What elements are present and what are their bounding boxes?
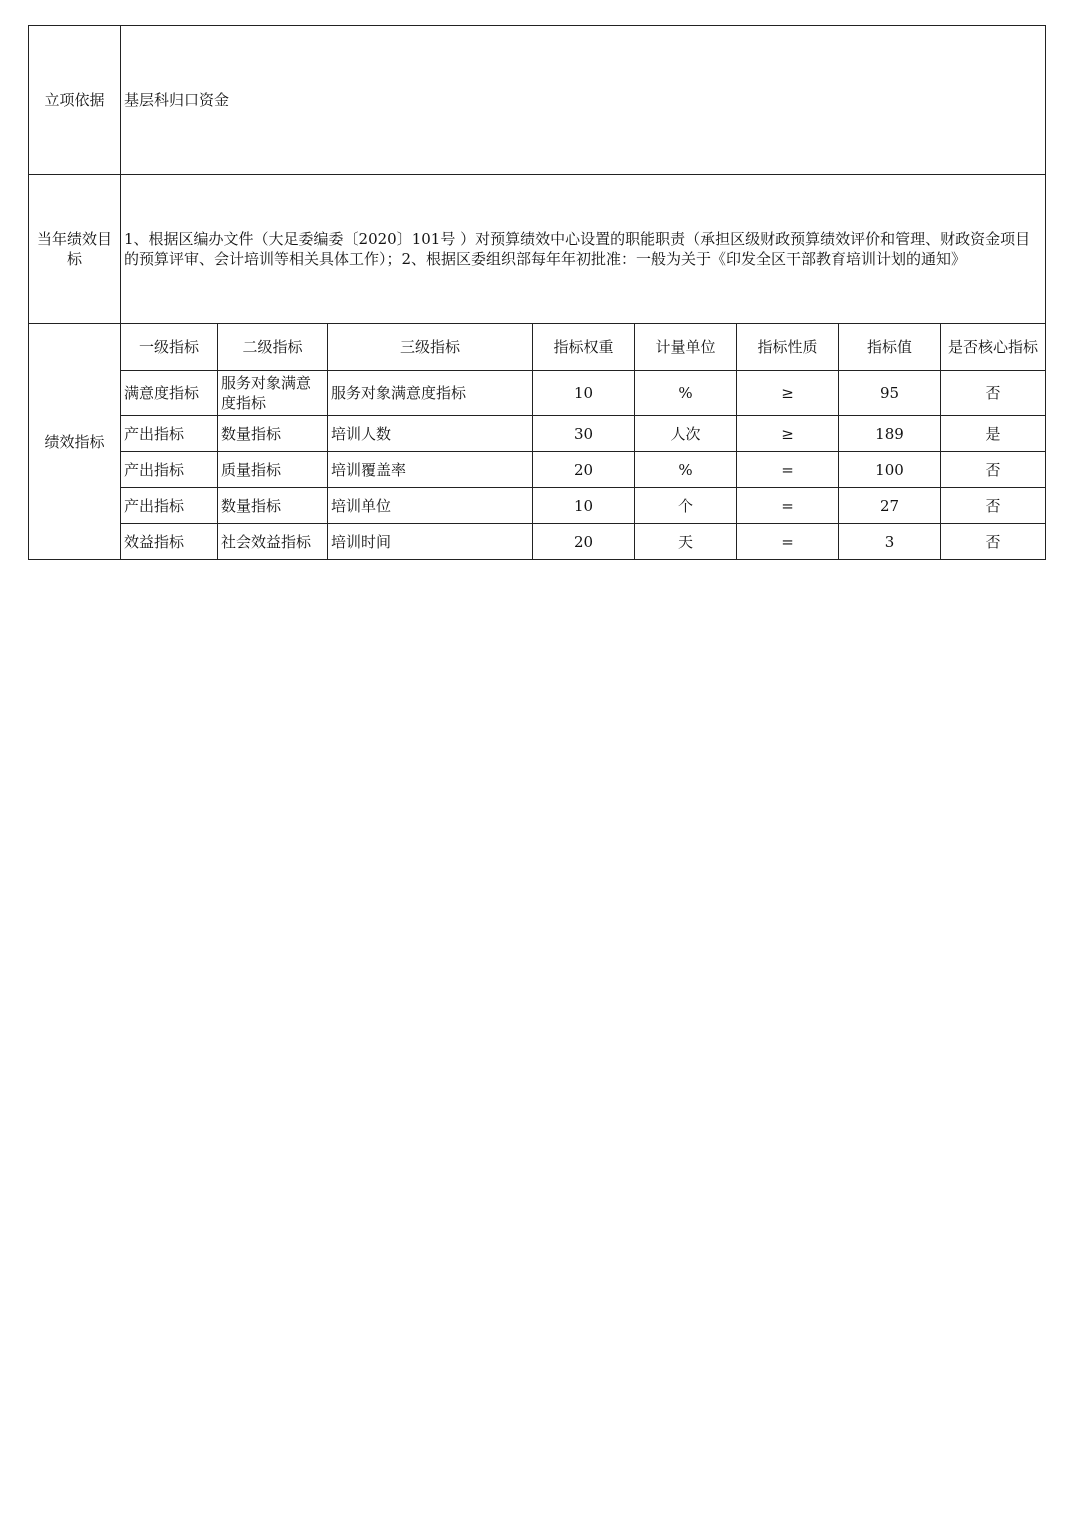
unit-cell: % (635, 371, 737, 416)
level1-cell: 产出指标 (121, 488, 218, 524)
header-cell: 二级指标 (218, 324, 328, 371)
header-cell: 指标性质 (737, 324, 839, 371)
level3-cell: 服务对象满意度指标 (328, 371, 533, 416)
nature-cell: = (737, 488, 839, 524)
value-cell: 3 (839, 524, 941, 560)
level3-cell: 培训覆盖率 (328, 452, 533, 488)
unit-cell: 人次 (635, 416, 737, 452)
value-cell: 27 (839, 488, 941, 524)
unit-cell: % (635, 452, 737, 488)
nature-cell: = (737, 524, 839, 560)
weight-cell: 30 (533, 416, 635, 452)
basis-value: 基层科归口资金 (121, 26, 1046, 175)
value-cell: 189 (839, 416, 941, 452)
performance-table (28, 25, 1046, 560)
level2-cell: 服务对象满意度指标 (218, 371, 328, 416)
header-cell: 是否核心指标 (941, 324, 1046, 371)
level2-cell: 数量指标 (218, 416, 328, 452)
weight-cell: 20 (533, 524, 635, 560)
basis-row (29, 26, 1046, 175)
value-cell: 100 (839, 452, 941, 488)
header-cell: 指标权重 (533, 324, 635, 371)
table-row (29, 416, 1046, 452)
table-row (29, 452, 1046, 488)
nature-cell: ≥ (737, 371, 839, 416)
table-row (29, 371, 1046, 416)
basis-label: 立项依据 (29, 26, 121, 175)
core-cell: 否 (941, 488, 1046, 524)
weight-cell: 10 (533, 488, 635, 524)
core-cell: 是 (941, 416, 1046, 452)
weight-cell: 20 (533, 452, 635, 488)
level1-cell: 满意度指标 (121, 371, 218, 416)
level2-cell: 社会效益指标 (218, 524, 328, 560)
header-cell: 指标值 (839, 324, 941, 371)
level1-cell: 产出指标 (121, 416, 218, 452)
level3-cell: 培训单位 (328, 488, 533, 524)
indicators-label: 绩效指标 (29, 324, 121, 560)
unit-cell: 天 (635, 524, 737, 560)
core-cell: 否 (941, 524, 1046, 560)
goal-value: 1、根据区编办文件（大足委编委〔2020〕101号 ）对预算绩效中心设置的职能职责（承担区级财政预算绩效评价和管理、财政资金项目的预算评审、会计培训等相关具体工作）；2、根据区委组织部每年年初批准：一般为关于《印发全区干部教育培训计划的通知》 (121, 175, 1046, 324)
core-cell: 否 (941, 371, 1046, 416)
level2-cell: 质量指标 (218, 452, 328, 488)
core-cell: 否 (941, 452, 1046, 488)
level1-cell: 效益指标 (121, 524, 218, 560)
value-cell: 95 (839, 371, 941, 416)
indicator-header-row (29, 324, 1046, 371)
level1-cell: 产出指标 (121, 452, 218, 488)
table-row (29, 488, 1046, 524)
header-cell: 三级指标 (328, 324, 533, 371)
goal-label: 当年绩效目标 (29, 175, 121, 324)
nature-cell: = (737, 452, 839, 488)
weight-cell: 10 (533, 371, 635, 416)
header-cell: 计量单位 (635, 324, 737, 371)
header-cell: 一级指标 (121, 324, 218, 371)
unit-cell: 个 (635, 488, 737, 524)
level2-cell: 数量指标 (218, 488, 328, 524)
level3-cell: 培训时间 (328, 524, 533, 560)
nature-cell: ≥ (737, 416, 839, 452)
table-row (29, 524, 1046, 560)
level3-cell: 培训人数 (328, 416, 533, 452)
goal-row (29, 175, 1046, 324)
